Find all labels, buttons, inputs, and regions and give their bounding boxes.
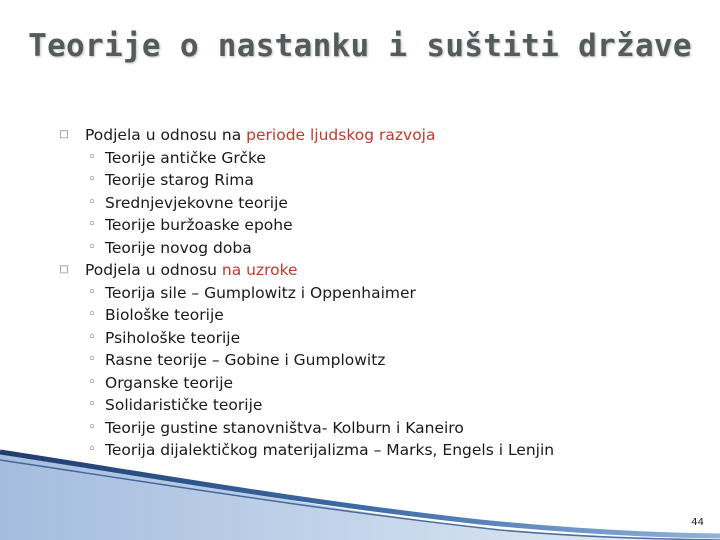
list-item <box>58 237 698 260</box>
list-item-text: Rasne teorije – Gobine i Gumplowitz <box>105 351 386 369</box>
circle-bullet-icon: ◦ <box>88 284 96 300</box>
list-item <box>58 394 698 417</box>
list-item <box>58 304 698 327</box>
circle-bullet-icon: ◦ <box>88 419 96 435</box>
circle-bullet-icon: ◦ <box>88 172 96 187</box>
circle-bullet-icon: ◦ <box>88 329 96 345</box>
square-bullet-icon: □ <box>59 129 69 140</box>
section-heading <box>58 124 698 147</box>
circle-bullet-icon: ◦ <box>88 307 96 322</box>
list-item-text: Psihološke teorije <box>105 328 241 347</box>
list-item <box>58 327 698 350</box>
square-bullet-icon: □ <box>59 264 69 275</box>
list-item-text: Srednjevjekovne teorije <box>105 193 288 212</box>
section-heading-prefix: Podjela u odnosu <box>85 261 222 279</box>
list-item-text: Teorija sile – Gumplowitz i Oppenhaimer <box>105 283 416 302</box>
circle-bullet-icon: ◦ <box>88 149 96 165</box>
section-heading-prefix: Podjela u odnosu na <box>85 126 247 144</box>
list-item-text: Biološke teorije <box>105 306 224 324</box>
footer-decoration <box>0 440 720 540</box>
list-item <box>58 282 698 305</box>
section-heading <box>58 259 698 282</box>
list-item-text: Teorija dijalektičkog materijalizma – Marks, Engels i Lenjin <box>105 441 555 459</box>
slide-title: Teorije o nastanku i suštiti države <box>28 28 692 64</box>
list-item <box>58 169 698 192</box>
circle-bullet-icon: ◦ <box>88 397 96 412</box>
circle-bullet-icon: ◦ <box>88 239 96 255</box>
list-item <box>58 417 698 440</box>
list-item-text: Teorije buržoaske epohe <box>105 216 293 234</box>
list-item <box>58 372 698 395</box>
list-item <box>58 192 698 215</box>
circle-bullet-icon: ◦ <box>88 352 96 367</box>
circle-bullet-icon: ◦ <box>88 194 96 210</box>
list-item-text: Teorije antičke Grčke <box>105 148 266 167</box>
circle-bullet-icon: ◦ <box>88 442 96 457</box>
footer-band-fill <box>0 452 720 540</box>
section-heading-highlight: na uzroke <box>221 261 298 279</box>
list-item-text: Teorije novog doba <box>105 238 252 257</box>
section-heading-highlight: periode ljudskog razvoja <box>246 126 436 144</box>
list-item-text: Teorije starog Rima <box>105 171 254 189</box>
list-item-text: Solidarističke teorije <box>105 396 263 414</box>
circle-bullet-icon: ◦ <box>88 374 96 390</box>
list-item <box>58 349 698 372</box>
list-item <box>58 147 698 170</box>
list-item-text: Teorije gustine stanovništva- Kolburn i Kaneiro <box>105 418 464 437</box>
list-item-text: Organske teorije <box>105 373 234 392</box>
page-number: 44 <box>691 517 704 528</box>
circle-bullet-icon: ◦ <box>88 217 96 232</box>
list-item <box>58 214 698 237</box>
slide-content <box>58 124 698 462</box>
